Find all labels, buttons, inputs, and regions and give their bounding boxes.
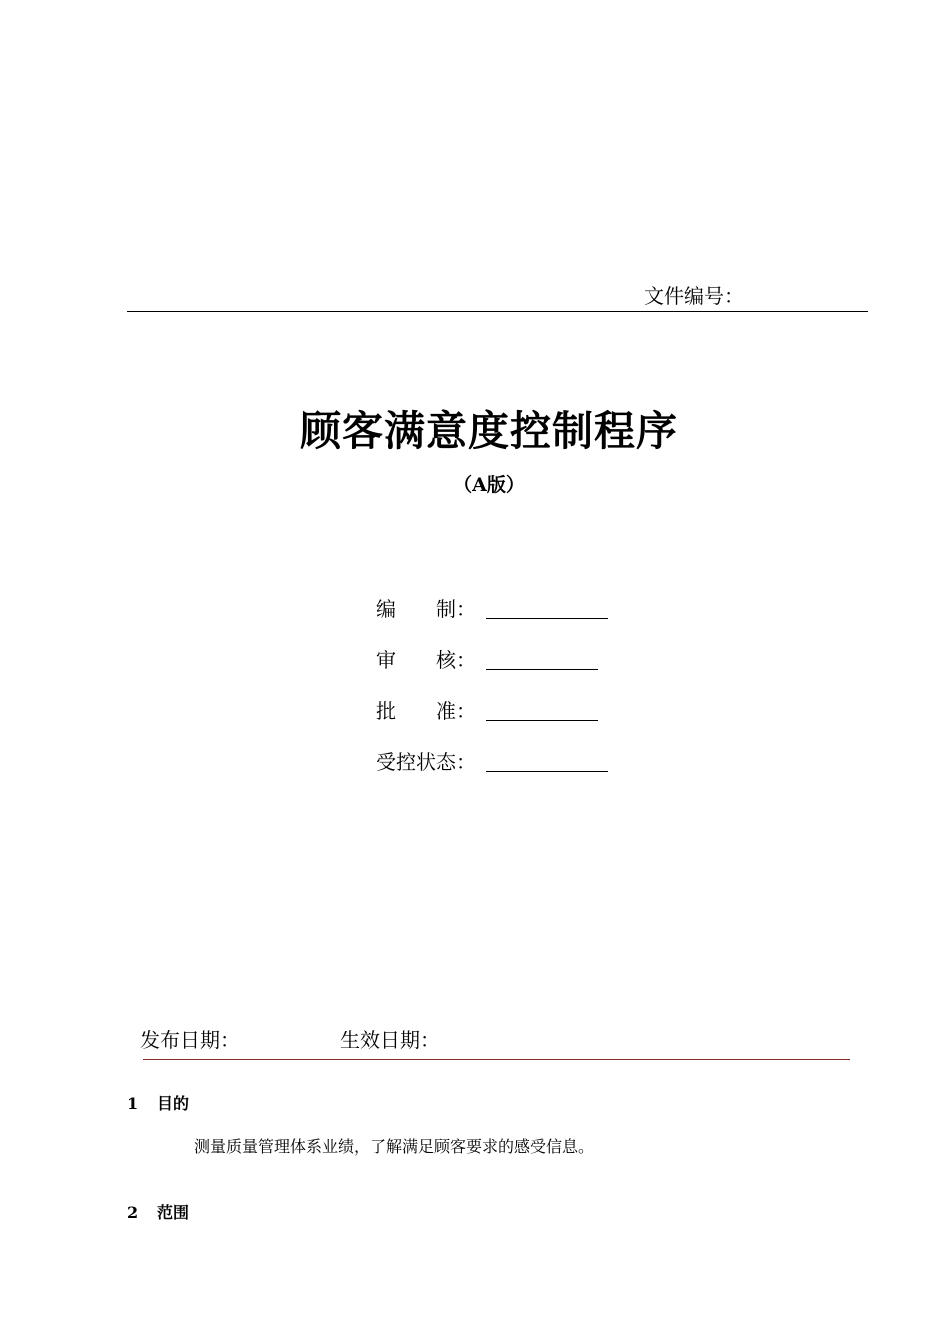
header-divider [127, 311, 868, 312]
signature-blank-line[interactable] [486, 720, 598, 721]
document-version: （A版） [453, 474, 525, 496]
signature-row-reviewed [376, 647, 598, 673]
signature-label: 审 核： [376, 648, 476, 672]
section-number: 1 [127, 1094, 139, 1113]
issue-date-label: 发布日期： [140, 1028, 240, 1052]
signature-label: 批 准： [376, 699, 476, 723]
signature-label: 编 制： [376, 597, 476, 621]
signature-row-approved [376, 698, 598, 724]
section-1-heading [127, 1094, 190, 1116]
section-1-body: 测量质量管理体系业绩，了解满足顾客要求的感受信息。 [194, 1137, 595, 1156]
file-number-label: 文件编号： [644, 284, 744, 308]
section-2-heading [127, 1200, 189, 1223]
signature-blank-line[interactable] [486, 618, 608, 619]
signature-row-control-status [376, 749, 608, 775]
section-title: 范围 [157, 1203, 190, 1222]
footer-divider [143, 1059, 850, 1060]
section-number: 2 [127, 1203, 139, 1222]
signature-row-compiled [376, 596, 608, 622]
signature-label: 受控状态： [376, 750, 476, 774]
date-row [140, 1024, 440, 1053]
signature-blank-line[interactable] [486, 669, 598, 670]
signature-blank-line[interactable] [486, 771, 608, 772]
section-title: 目的 [157, 1094, 190, 1113]
document-title: 顾客满意度控制程序 [300, 407, 678, 455]
effective-date-label: 生效日期： [340, 1028, 440, 1052]
